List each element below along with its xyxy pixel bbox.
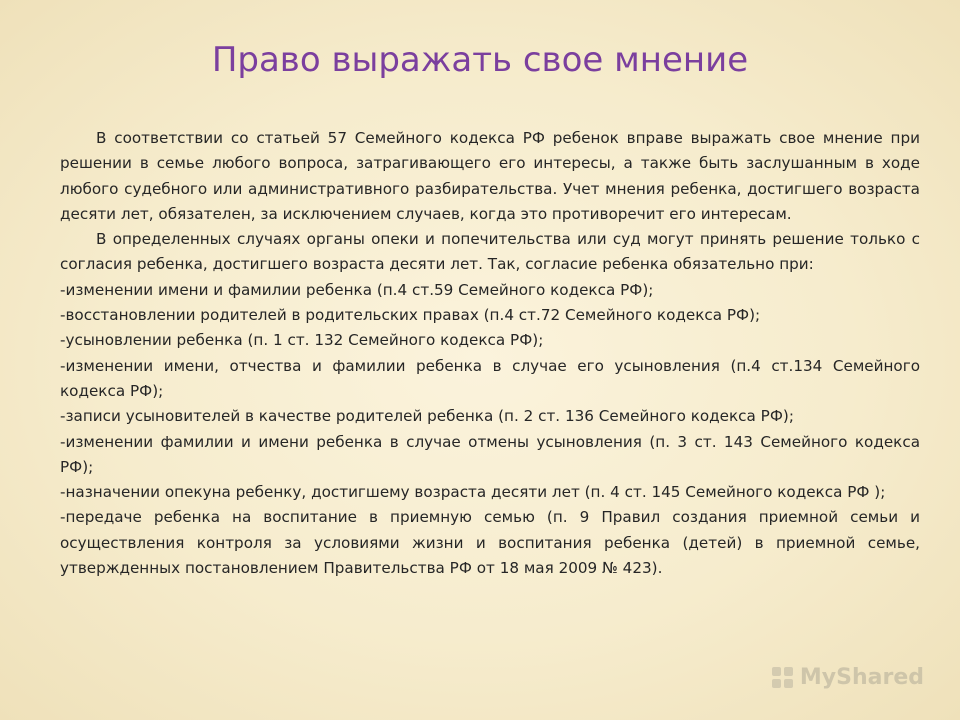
watermark-text: MyShared [799,665,924,690]
paragraph-consent: В определенных случаях органы опеки и попечительства или суд могут принять решение только с согласия ребенка, достигшего возраста десяти лет. Так, согласие ребенка обязательно при: [60,230,920,274]
watermark-logo-icon [772,667,794,689]
list-item: -восстановлении родителей в родительских правах (п.4 ст.72 Семейного кодекса РФ); [60,306,761,325]
list-item: -передаче ребенка на воспитание в приемную семью (п. 9 Правил создания приемной семьи и осуществления контроля за условиями жизни и воспитания ребенка (детей) в приемной семье, утвержденных постановлением Правительства РФ от 18 мая 2009 № 423). [60,508,920,578]
watermark [772,665,924,690]
list-item: -записи усыновителей в качестве родителей ребенка (п. 2 ст. 136 Семейного кодекса РФ); [60,407,794,426]
list-item: -изменении имени и фамилии ребенка (п.4 ст.59 Семейного кодекса РФ); [60,280,654,299]
paragraph-intro: В соответствии со статьей 57 Семейного кодекса РФ ребенок вправе выражать свое мнение при решении в семье любого вопроса, затрагивающего его интересы, а также быть заслушанным в ходе любого судебного или административного разбирательства. Учет мнения ребенка, достигшего возраста десяти лет, обязателен, за исключением случаев, когда это противоречит его интересам. [60,129,920,223]
slide-title: Право выражать свое мнение [211,40,749,80]
list-item: -усыновлении ребенка (п. 1 ст. 132 Семейного кодекса РФ); [60,331,544,350]
list-item: -изменении фамилии и имени ребенка в случае отмены усыновления (п. 3 ст. 143 Семейного кодекса РФ); [60,432,920,476]
slide-body [60,126,920,581]
list-item: -изменении имени, отчества и фамилии ребенка в случае его усыновления (п.4 ст.134 Семейного кодекса РФ); [60,356,920,400]
list-item: -назначении опекуна ребенку, достигшему возраста десяти лет (п. 4 ст. 145 Семейного кодекса РФ ); [60,483,886,502]
